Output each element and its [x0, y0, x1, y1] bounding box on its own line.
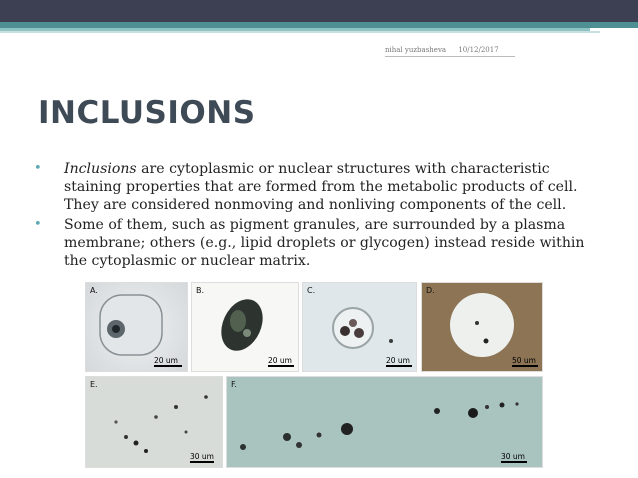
scale-label: 20 um	[268, 356, 292, 365]
micrograph-f-image	[227, 377, 542, 467]
scale-label: 30 um	[501, 452, 525, 461]
panel-label: D.	[426, 286, 435, 295]
micrograph-panel-a	[85, 282, 188, 372]
micrograph-panel-d	[421, 282, 543, 372]
scale-bar	[512, 365, 538, 367]
accent-stripe-faint	[0, 31, 600, 33]
header-bar	[0, 0, 638, 22]
scale-bar	[501, 461, 527, 463]
panel-label: B.	[196, 286, 205, 295]
scale-bar	[386, 365, 412, 367]
scale-bar	[268, 365, 294, 367]
panel-label: A.	[90, 286, 98, 295]
scale-bar	[154, 365, 182, 367]
scale-label: 30 um	[190, 452, 214, 461]
bullet-item	[28, 216, 608, 270]
panel-label: F.	[231, 380, 237, 389]
author-label: nihal yuzbasheva	[385, 46, 447, 54]
micrograph-panel-e	[85, 376, 223, 468]
micrograph-panel-f	[226, 376, 543, 468]
date-label: 10/12/2017	[458, 46, 499, 54]
scale-label: 20 um	[154, 356, 178, 365]
panel-label: C.	[307, 286, 316, 295]
scale-label: 50 um	[512, 356, 536, 365]
bullet-dot-icon: •	[34, 217, 42, 232]
slide-title: INCLUSIONS	[38, 95, 256, 131]
meta-divider	[385, 56, 515, 57]
micrograph-panel-c	[302, 282, 417, 372]
micrograph-panel-b	[191, 282, 299, 372]
scale-bar	[190, 461, 214, 463]
scale-label: 20 um	[386, 356, 410, 365]
bullet-dot-icon: •	[34, 161, 42, 176]
bullet-text: Some of them, such as pigment granules, are surrounded by a plasma membrane; others (e.g., lipid droplets or glycogen) instead reside within the cytoplasmic or nuclear matrix.	[64, 217, 585, 269]
slide-meta	[385, 46, 509, 54]
bullet-item	[28, 160, 608, 214]
bullet-text: are cytoplasmic or nuclear structures with characteristic staining properties that are formed from the metabolic products of cell. They are considered nonmoving and nonliving components of the cell.	[64, 161, 578, 213]
bullet-lead: Inclusions	[64, 161, 137, 177]
panel-label: E.	[90, 380, 98, 389]
bullet-list	[28, 160, 608, 272]
